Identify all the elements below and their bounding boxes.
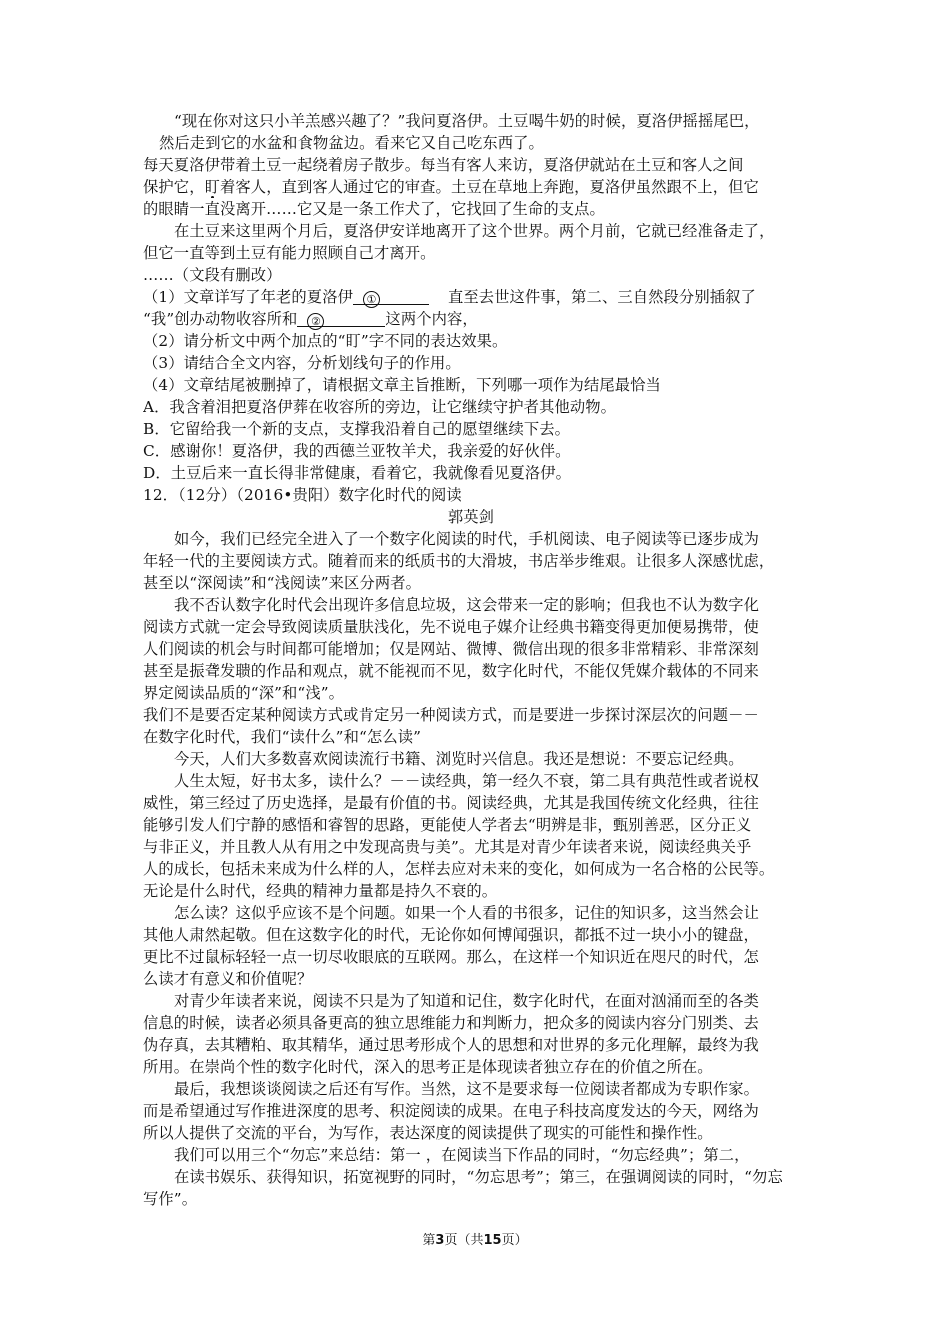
article-line: 而是希望通过写作推进深度的思考、积淀阅读的成果。在电子科技高度发达的今天，网络为 <box>143 1102 759 1120</box>
document-page <box>143 110 809 1210</box>
option-c: C．感谢你！夏洛伊，我的西德兰亚牧羊犬，我亲爱的好伙伴。 <box>143 442 571 460</box>
page-footer <box>0 1229 950 1248</box>
article-line: 在数字化时代，我们“读什么”和“怎么读” <box>143 728 422 746</box>
article-line: 能够引发人们宁静的感悟和睿智的思路，更能使人学者去“明辨是非，甄别善恶，区分正义 <box>143 816 752 834</box>
article-line: 所用。在崇尚个性的数字化时代，深入的思考正是体现读者独立存在的价值之所在。 <box>143 1058 713 1076</box>
article-line: 我们不是要否定某种阅读方式或肯定另一种阅读方式，而是要进一步探讨深层次的问题－－ <box>143 706 759 724</box>
dotted-character: 盯 <box>204 178 220 196</box>
footer-suffix: 页） <box>501 1233 528 1248</box>
article-line: 对青少年读者来说，阅读不只是为了知道和记住，数字化时代，在面对汹涌而至的各类 <box>174 992 760 1010</box>
passage-line: 的眼睛一直没离开……它又是一条工作犬了，它找回了生命的支点。 <box>143 200 605 218</box>
question-text: “我”创办动物收容所和 <box>143 310 298 328</box>
passage-text: 保护它， <box>143 178 205 196</box>
question-11-3: （3）请结合全文内容，分析划线句子的作用。 <box>143 354 461 372</box>
blank-number: ① <box>363 291 380 308</box>
blank-number: ② <box>307 313 324 330</box>
article-line: 在读书娱乐、获得知识，拓宽视野的同时，“勿忘思考”；第三，在强调阅读的同时，“勿忘 <box>174 1168 783 1186</box>
question-11-1-cont <box>143 308 809 330</box>
option-d: D．土豆后来一直长得非常健康，看着它，我就像看见夏洛伊。 <box>143 464 572 482</box>
question-text: 这两个内容， <box>385 310 478 328</box>
article-line: 我不否认数字化时代会出现许多信息垃圾，这会带来一定的影响；但我也不认为数字化 <box>174 596 760 614</box>
article-line: 所以人提供了交流的平台，为写作，表达深度的阅读提供了现实的可能性和操作性。 <box>143 1124 713 1142</box>
article-line: 更比不过鼠标轻轻一点一切尽收眼底的互联网。那么，在这样一个知识近在咫尺的时代，怎 <box>143 948 759 966</box>
passage-line: 在土豆来这里两个月后，夏洛伊安详地离开了这个世界。两个月前，它就已经准备走了， <box>174 222 775 240</box>
article-line: 年轻一代的主要阅读方式。随着而来的纸质书的大滑坡，书店举步维艰。让很多人深感忧虑， <box>143 552 775 570</box>
answer-blank-1[interactable] <box>353 288 429 305</box>
article-line: 我们可以用三个“勿忘”来总结：第一 ，在阅读当下作品的同时，“勿忘经典”；第二， <box>174 1146 750 1164</box>
article-line: 与非正义，并且教人从有用之中发现高贵与美”。尤其是对青少年读者来说，阅读经典关乎 <box>143 838 752 856</box>
question-12-header: 12．（12分）（2016•贵阳）数字化时代的阅读 <box>143 486 462 504</box>
question-text: 直至去世这件事，第二、三自然段分别插叙了 <box>447 288 756 306</box>
article-author: 郭英剑 <box>447 508 495 526</box>
article-line: 信息的时候，读者必须具备更高的独立思维能力和判断力，把众多的阅读内容分门别类、去 <box>143 1014 759 1032</box>
article-line: 人生太短，好书太多，读什么？－－读经典，第一经久不衰，第二具有典范性或者说权 <box>174 772 760 790</box>
article-line: 伪存真，去其糟粕、取其精华，通过思考形成个人的思想和对世界的多元化理解，最终为我 <box>143 1036 759 1054</box>
article-body <box>143 528 809 1210</box>
article-line: 界定阅读品质的“深”和“浅”。 <box>143 684 345 702</box>
article-line: 最后，我想谈谈阅读之后还有写作。当然，这不是要求每一位阅读者都成为专职作家。 <box>174 1080 760 1098</box>
article-line: 怎么读？这似乎应该不是个问题。如果一个人看的书很多，记住的知识多，这当然会让 <box>174 904 760 922</box>
article-line: 甚至以“深阅读”和“浅阅读”来区分两者。 <box>143 574 422 592</box>
article-line: 么读才有意义和价值呢？ <box>143 970 313 988</box>
edit-note: ……（文段有删改） <box>143 266 282 284</box>
article-line: 人们阅读的机会与时间都可能增加；仅是网站、微博、微信出现的很多非常精彩、非常深刻 <box>143 640 759 658</box>
question-text: （1）文章详写了年老的夏洛伊 <box>143 288 353 306</box>
article-line: 阅读方式就一定会导致阅读质量肤浅化，先不说电子媒介让经典书籍变得更加便易携带，使 <box>143 618 759 636</box>
footer-total-pages: 15 <box>483 1233 502 1248</box>
footer-prefix: 第 <box>422 1233 436 1248</box>
article-line: 甚至是振聋发聩的作品和观点，就不能视而不见，数字化时代，不能仅凭媒介载体的不同来 <box>143 662 759 680</box>
passage-text: 着客人，直到客人通过它的审查。土豆在草地上奔跑，夏洛伊虽然跟不上，但它 <box>220 178 759 196</box>
question-11-4: （4）文章结尾被删掉了，请根据文章主旨推断，下列哪一项作为结尾最恰当 <box>143 376 661 394</box>
question-11-2: （2）请分析文中两个加点的“盯”字不同的表达效果。 <box>143 332 508 350</box>
passage-line: “现在你对这只小羊羔感兴趣了？”我问夏洛伊。土豆喝牛奶的时候，夏洛伊摇摇尾巴， <box>174 112 760 130</box>
passage-line: 但它一直等到土豆有能力照顾自己才离开。 <box>143 244 436 262</box>
article-line: 写作”。 <box>143 1190 198 1208</box>
option-a: A．我含着泪把夏洛伊葬在收容所的旁边，让它继续守护者其他动物。 <box>143 398 617 416</box>
passage-line: 每天夏洛伊带着土豆一起绕着房子散步。每当有客人来访，夏洛伊就站在土豆和客人之间 <box>143 156 744 174</box>
article-line: 其他人肃然起敬。但在这数字化的时代，无论你如何博闻强识，都抵不过一块小小的键盘， <box>143 926 759 944</box>
article-line: 人的成长，包括未来成为什么样的人，怎样去应对未来的变化，如何成为一名合格的公民等。 <box>143 860 775 878</box>
option-b: B．它留给我一个新的支点，支撑我沿着自己的愿望继续下去。 <box>143 420 571 438</box>
footer-page-number: 3 <box>435 1233 445 1248</box>
article-line: 威性，第三经过了历史选择，是最有价值的书。阅读经典，尤其是我国传统文化经典，往往 <box>143 794 759 812</box>
article-line: 如今，我们已经完全进入了一个数字化阅读的时代，手机阅读、电子阅读等已逐步成为 <box>174 530 760 548</box>
article-line: 今天，人们大多数喜欢阅读流行书籍、浏览时兴信息。我还是想说：不要忘记经典。 <box>174 750 744 768</box>
question-11-1 <box>143 286 809 308</box>
passage-line <box>143 176 809 198</box>
article-line: 无论是什么时代，经典的精神力量都是持久不衰的。 <box>143 882 498 900</box>
passage-line: 然后走到它的水盆和食物盆边。看来它又自己吃东西了。 <box>159 134 544 152</box>
footer-mid: 页（共 <box>444 1233 484 1248</box>
answer-blank-2[interactable] <box>297 310 385 327</box>
